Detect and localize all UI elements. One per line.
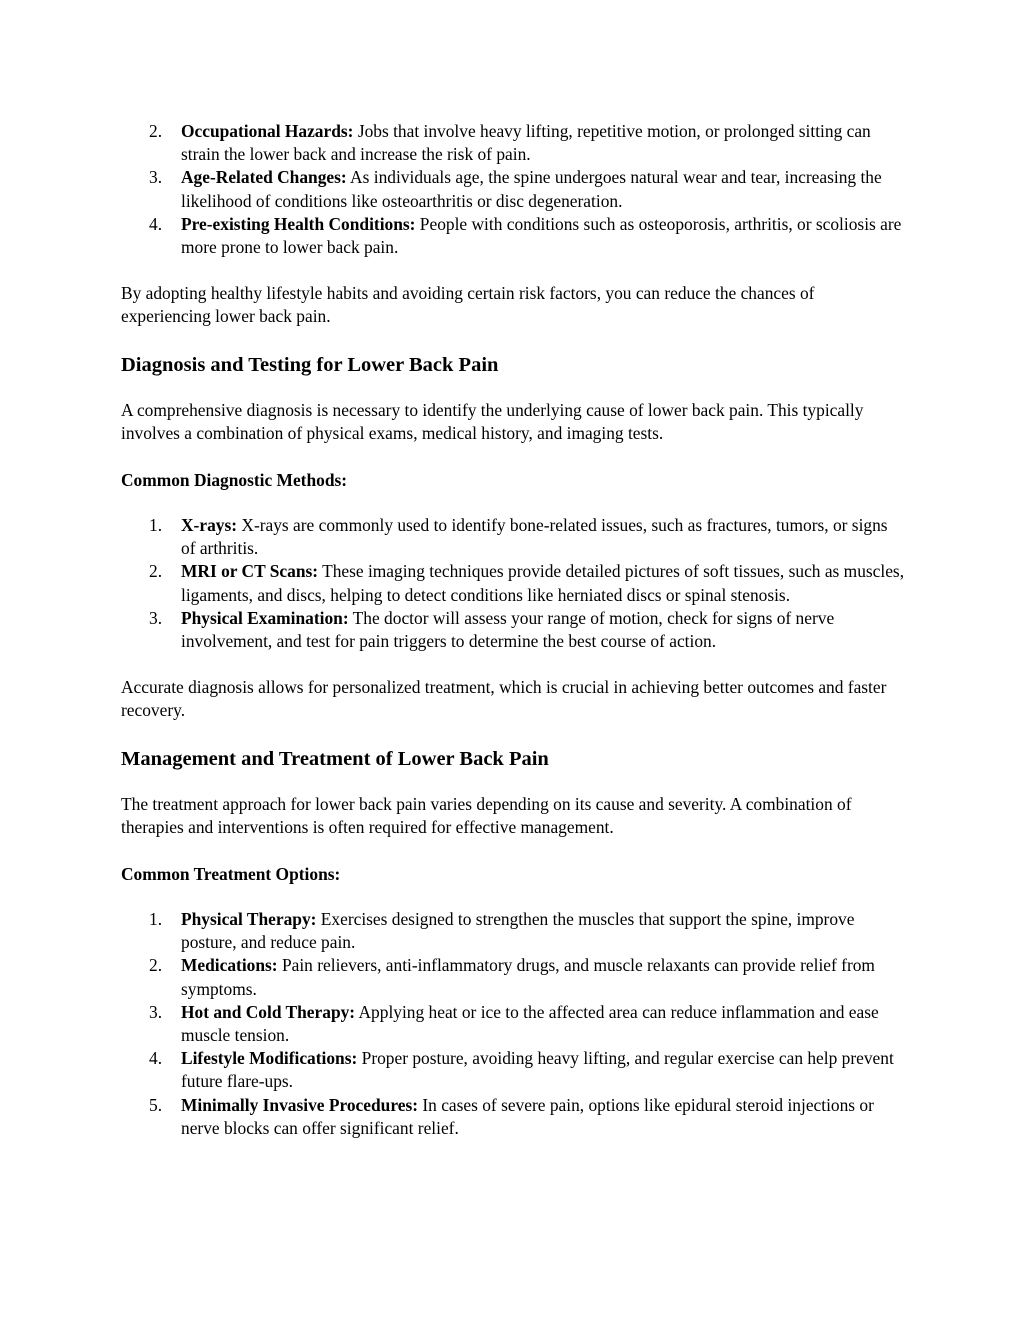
list-item-text: Proper posture, avoiding heavy lifting, and regular exercise can help prevent future flare-ups. (181, 1048, 894, 1092)
treatment-options-list (121, 908, 906, 1140)
list-item-title: Pre-existing Health Conditions: (181, 213, 416, 234)
list-item-text: Pain relievers, anti-inflammatory drugs, and muscle relaxants can provide relief from symptoms. (181, 955, 875, 999)
list-item-title: Medications: (181, 955, 278, 976)
list-item-text: Applying heat or ice to the affected area can reduce inflammation and ease muscle tension. (181, 1001, 879, 1046)
list-number: 1. (149, 909, 163, 930)
list-item (121, 120, 906, 166)
subheading-treatment-options: Common Treatment Options: (121, 864, 341, 885)
list-item-title: MRI or CT Scans: (181, 561, 319, 582)
list-item (121, 607, 906, 653)
list-item-text: As individuals age, the spine undergoes natural wear and tear, increasing the likelihood of conditions like osteoarthritis or disc degeneration. (181, 167, 882, 211)
list-number: 3. (149, 1001, 163, 1022)
risk-summary-paragraph: By adopting healthy lifestyle habits and avoiding certain risk factors, you can reduce the chances of experiencing lower back pain. (121, 283, 815, 327)
list-item (121, 560, 906, 606)
risk-factors-list (121, 120, 906, 259)
list-item (121, 1047, 906, 1093)
treatment-intro-paragraph: The treatment approach for lower back pain varies depending on its cause and severity. A combination of therapies and interventions is often required for effective management. (121, 793, 852, 837)
list-item-title: Physical Examination: (181, 607, 349, 628)
list-number: 2. (149, 561, 163, 582)
list-item (121, 1094, 906, 1140)
list-item (121, 1001, 906, 1047)
section-heading-diagnosis: Diagnosis and Testing for Lower Back Pain (121, 353, 499, 376)
document-page (121, 120, 906, 1140)
diagnosis-summary-paragraph: Accurate diagnosis allows for personalized treatment, which is crucial in achieving better outcomes and faster recovery. (121, 677, 887, 721)
list-item-text: Exercises designed to strengthen the muscles that support the spine, improve posture, and reduce pain. (181, 909, 855, 953)
list-item-text: X-rays are commonly used to identify bone-related issues, such as fractures, tumors, or signs of arthritis. (181, 515, 888, 559)
list-item (121, 954, 906, 1000)
subheading-diagnostic-methods: Common Diagnostic Methods: (121, 470, 348, 491)
diagnosis-intro-paragraph: A comprehensive diagnosis is necessary to identify the underlying cause of lower back pain. This typically involves a combination of physical exams, medical history, and imaging tests. (121, 399, 864, 443)
list-item-title: Lifestyle Modifications: (181, 1048, 358, 1069)
list-number: 4. (149, 1048, 163, 1069)
diagnostic-methods-list (121, 514, 906, 653)
list-item-text: These imaging techniques provide detailed pictures of soft tissues, such as muscles, ligaments, and discs, helping to detect conditions like herniated discs or spinal stenosis. (181, 561, 905, 605)
list-number: 3. (149, 167, 163, 188)
list-item-title: Minimally Invasive Procedures: (181, 1094, 419, 1115)
list-number: 3. (149, 607, 163, 628)
section-heading-management: Management and Treatment of Lower Back Pain (121, 747, 549, 770)
list-item-title: Age-Related Changes: (181, 167, 347, 188)
list-item-text: The doctor will assess your range of motion, check for signs of nerve involvement, and test for pain triggers to determine the best course of action. (181, 607, 835, 652)
list-item-text: People with conditions such as osteoporosis, arthritis, or scoliosis are more prone to lower back pain. (181, 213, 902, 258)
list-number: 5. (149, 1094, 163, 1115)
list-item (121, 166, 906, 212)
list-item-title: Physical Therapy: (181, 909, 317, 930)
list-number: 4. (149, 213, 163, 234)
list-item (121, 908, 906, 954)
list-number: 1. (149, 515, 163, 536)
list-item (121, 514, 906, 560)
list-item-title: Occupational Hazards: (181, 121, 354, 141)
list-item-title: Hot and Cold Therapy: (181, 1001, 356, 1022)
list-number: 2. (149, 121, 163, 141)
list-number: 2. (149, 955, 163, 976)
list-item-title: X-rays: (181, 515, 238, 536)
list-item-text: Jobs that involve heavy lifting, repetitive motion, or prolonged sitting can strain the lower back and increase the risk of pain. (181, 121, 871, 165)
list-item-text: In cases of severe pain, options like epidural steroid injections or nerve blocks can offer significant relief. (181, 1094, 874, 1138)
list-item (121, 213, 906, 259)
